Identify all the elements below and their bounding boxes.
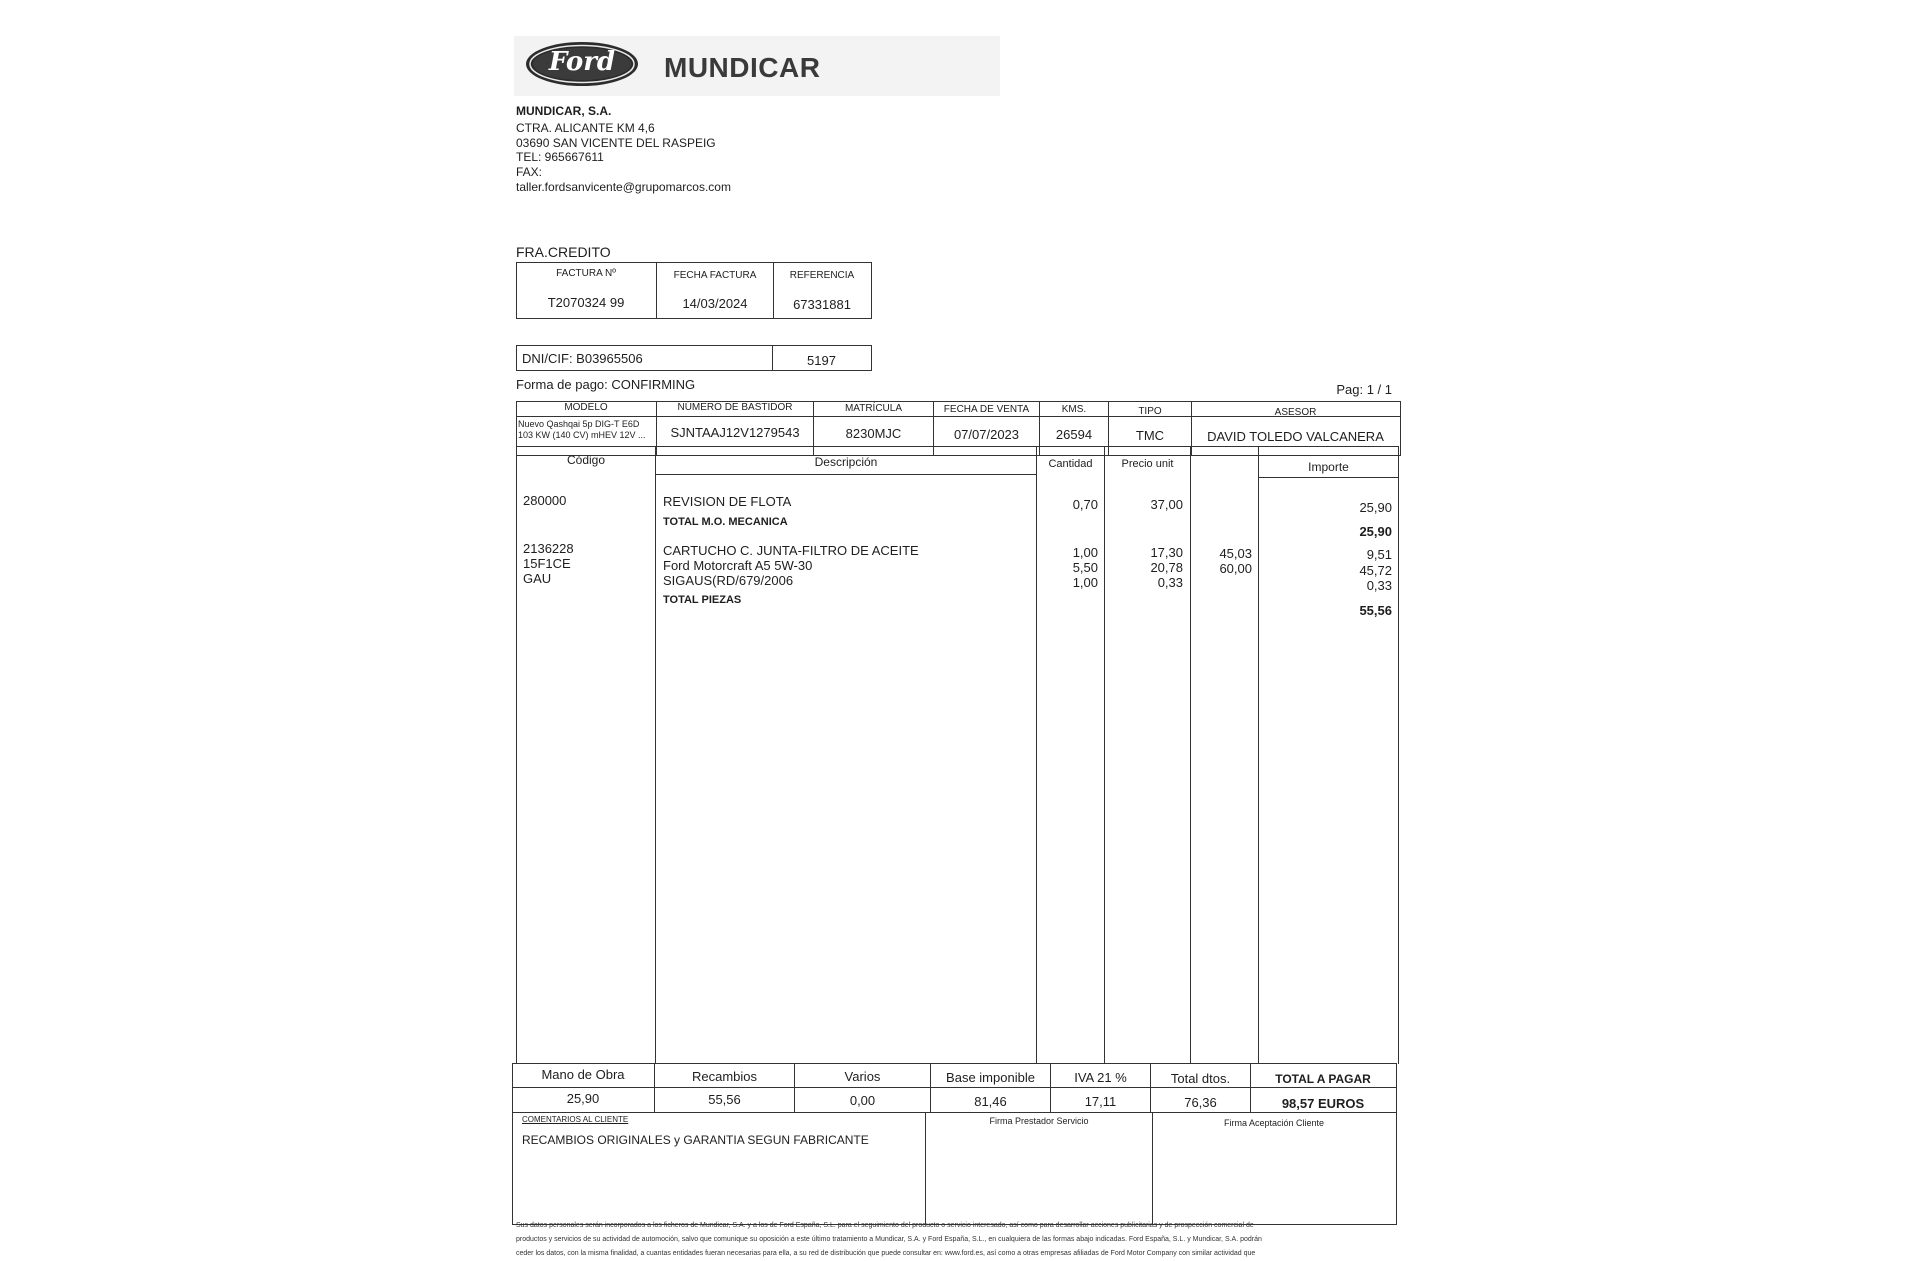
lines-header-amount: Importe (1308, 460, 1349, 474)
vehicle-header-plate: MATRÍCULA (844, 403, 903, 414)
line-3-discount: 60,00 (1219, 561, 1252, 576)
vehicle-header-sale-date: FECHA DE VENTA (943, 404, 1030, 415)
company-name: MUNDICAR, S.A. (516, 104, 612, 118)
invoice-date-label: FECHA FACTURA (673, 270, 757, 281)
total-discounts-value: 76,36 (1184, 1095, 1217, 1110)
company-email: taller.fordsanvicente@grupomarcos.com (516, 180, 731, 194)
mo-total: 25,90 (1359, 524, 1392, 539)
logo-text: Ford (548, 47, 616, 77)
line-2-description: CARTUCHO C. JUNTA-FILTRO DE ACEITE (663, 543, 919, 558)
total-vat-label: IVA 21 % (1074, 1070, 1127, 1085)
comments-box (512, 1112, 1397, 1225)
line-2-discount: 45,03 (1219, 546, 1252, 561)
vehicle-vin: SJNTAAJ12V1279543 (670, 425, 800, 440)
vehicle-header-vin: NÚMERO DE BASTIDOR (677, 402, 793, 413)
invoice-date: 14/03/2024 (682, 296, 748, 311)
lines-header-description: Descripción (814, 455, 878, 469)
lines-header-quantity: Cantidad (1048, 458, 1093, 470)
vehicle-sale-date: 07/07/2023 (953, 427, 1020, 442)
invoice-number-label: FACTURA Nº (556, 268, 616, 279)
company-address-1: CTRA. ALICANTE KM 4,6 (516, 121, 655, 135)
total-taxable-base-label: Base imponible (946, 1070, 1035, 1085)
line-2-unit-price: 17,30 (1150, 545, 1183, 560)
comments-text: RECAMBIOS ORIGINALES y GARANTIA SEGUN FABRICANTE (522, 1133, 869, 1147)
line-3-code: 15F1CE (523, 556, 571, 571)
line-3-amount: 45,72 (1359, 563, 1392, 578)
invoice-reference: 67331881 (793, 297, 851, 312)
line-4-amount: 0,33 (1366, 578, 1392, 593)
vehicle-plate: 8230MJC (845, 426, 902, 441)
vehicle-model-line2: 103 KW (140 CV) mHEV 12V ... (518, 430, 646, 440)
legal-footer-line-2: productos y servicios de su actividad de automoción, salvo que comunique su oposición a este último tratamiento a Mundicar, S.A. y Ford España, S.L., en cualquiera de las formas abajo indicadas. Ford España, S.L. y Mundicar, S.A. podrán (516, 1236, 1262, 1243)
vehicle-advisor: DAVID TOLEDO VALCANERA (1207, 429, 1384, 444)
lines-table-top (516, 446, 1399, 447)
mo-total-label: TOTAL M.O. MECANICA (663, 516, 788, 528)
vehicle-header-model: MODELO (564, 402, 608, 413)
total-taxable-base-value: 81,46 (974, 1094, 1007, 1109)
line-2-code: 2136228 (523, 541, 574, 556)
line-2-amount: 9,51 (1366, 547, 1392, 562)
client-code: 5197 (807, 353, 836, 368)
line-1-quantity: 0,70 (1072, 497, 1098, 512)
line-3-quantity: 5,50 (1072, 560, 1098, 575)
line-4-description: SIGAUS(RD/679/2006 (663, 573, 794, 588)
line-3-unit-price: 20,78 (1150, 560, 1183, 575)
line-4-unit-price: 0,33 (1157, 575, 1183, 590)
legal-footer-line-3: ceder los datos, con la misma finalidad, a cuantas entidades fueran necesarias para ella, a su red de distribución que puede consultar en: www.ford.es, así como a otras empresas afiliadas de Ford Motor Company con similar actividad que (516, 1250, 1256, 1257)
signature-client-label: Firma Aceptación Cliente (1223, 1118, 1325, 1128)
brand-name: MUNDICAR (664, 52, 821, 83)
lines-header-code: Código (566, 453, 606, 467)
total-parts-value: 55,56 (708, 1092, 741, 1107)
company-tel: TEL: 965667611 (516, 150, 604, 164)
vehicle-kms: 26594 (1055, 427, 1093, 442)
vehicle-header-type: TIPO (1138, 406, 1162, 417)
comments-label: COMENTARIOS AL CLIENTE (522, 1115, 629, 1124)
line-1-description: REVISION DE FLOTA (663, 494, 792, 509)
total-labour-label: Mano de Obra (541, 1067, 625, 1082)
line-4-code: GAU (523, 571, 552, 586)
legal-footer-line-1: Sus datos personales serán incorporados a los ficheros de Mundicar, S.A. y a los de Ford España, S.L. para el seguimiento del producto o servicio interesado, así como para desarrollar acciones publicitarias y de prospección comercial de (516, 1222, 1254, 1229)
total-payable-value: 98,57 EUROS (1281, 1096, 1365, 1111)
vehicle-header-kms: KMS. (1061, 404, 1087, 415)
total-misc-label: Varios (844, 1069, 881, 1084)
invoice-ref-label: REFERENCIA (789, 270, 855, 281)
lines-header-unit-price: Precio unit (1121, 458, 1174, 470)
invoice-type: FRA.CREDITO (516, 244, 611, 260)
total-discounts-label: Total dtos. (1170, 1071, 1231, 1086)
total-parts-label: Recambios (691, 1069, 758, 1084)
company-fax: FAX: (516, 165, 543, 179)
vehicle-type: TMC (1135, 428, 1165, 443)
line-3-description: Ford Motorcraft A5 5W-30 (663, 558, 813, 573)
invoice-number: T2070324 99 (547, 295, 625, 310)
vehicle-model-line1: Nuevo Qashqai 5p DIG-T E6D (518, 419, 640, 429)
client-dni: DNI/CIF: B03965506 (522, 351, 643, 366)
total-vat-value: 17,11 (1084, 1094, 1117, 1109)
company-address-2: 03690 SAN VICENTE DEL RASPEIG (516, 136, 716, 150)
total-labour-value: 25,90 (566, 1091, 600, 1106)
total-payable-label: TOTAL A PAGAR (1275, 1072, 1371, 1086)
page-number: Pag: 1 / 1 (1336, 382, 1392, 397)
total-misc-value: 0,00 (849, 1093, 876, 1108)
line-1-unit-price: 37,00 (1150, 497, 1183, 512)
line-1-code: 280000 (523, 493, 567, 508)
line-4-quantity: 1,00 (1072, 575, 1098, 590)
line-2-quantity: 1,00 (1072, 545, 1098, 560)
line-1-amount: 25,90 (1359, 500, 1392, 515)
parts-total: 55,56 (1359, 603, 1392, 618)
vehicle-header-advisor: ASESOR (1274, 407, 1317, 418)
payment-method: Forma de pago: CONFIRMING (516, 377, 696, 392)
signature-provider-label: Firma Prestador Servicio (989, 1116, 1089, 1126)
parts-total-label: TOTAL PIEZAS (663, 594, 742, 606)
